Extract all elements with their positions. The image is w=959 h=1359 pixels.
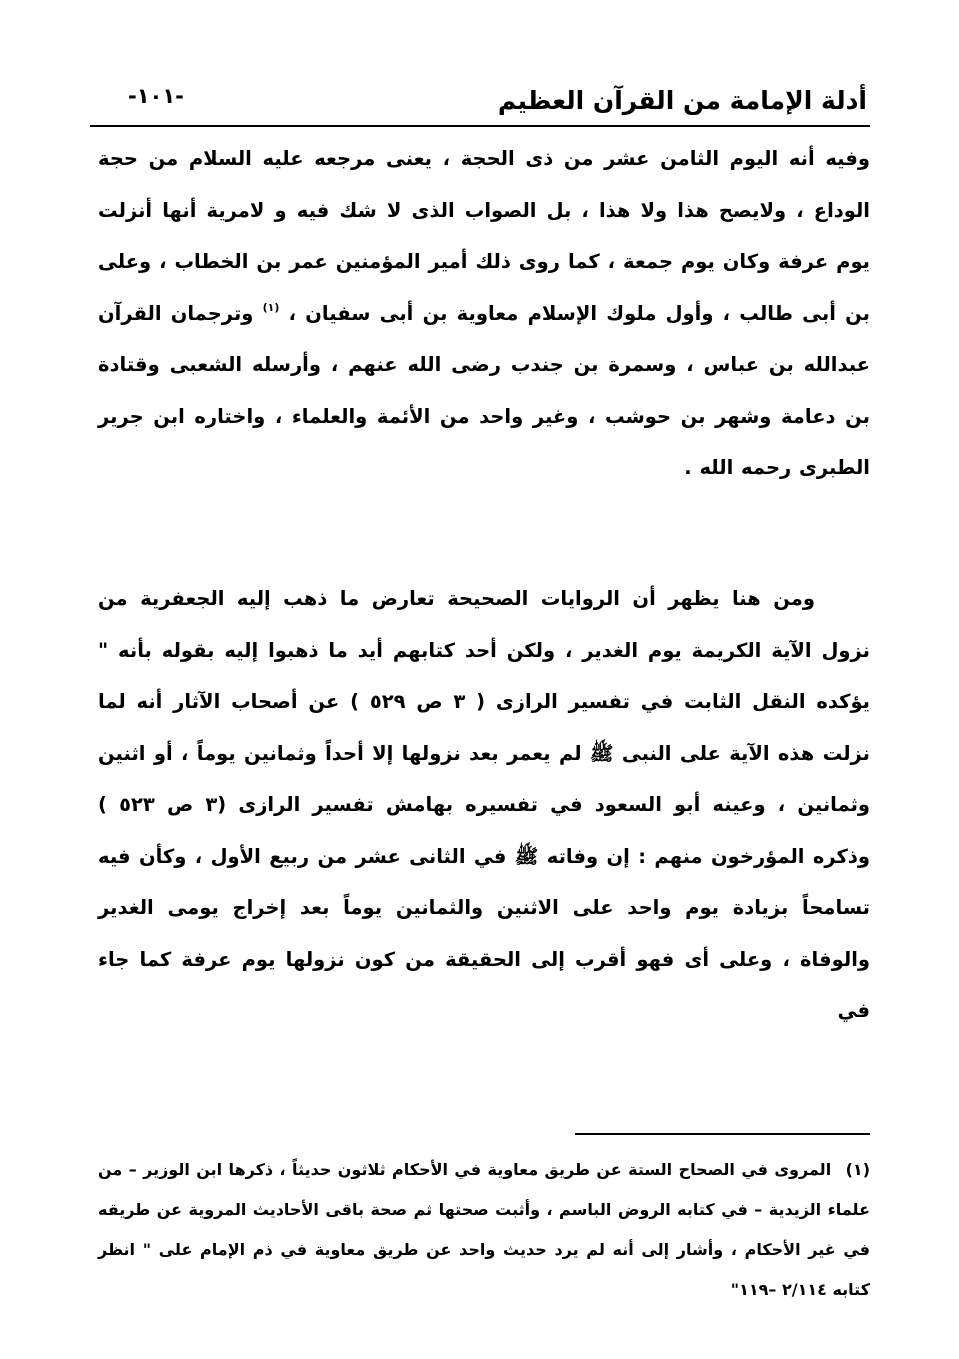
running-header-title: أدلة الإمامة من القرآن العظيم: [497, 86, 867, 115]
body-paragraph-2: ومن هنا يظهر أن الروايات الصحيحة تعارض ما ذهب إليه الجعفرية من نزول الآية الكريمة يوم الغدير ، ولكن أحد كتابهم أيد ما ذهبوا إليه بقوله بأنه " يؤكده النقل الثابت في تفسير الرازى ( ٣ ص ٥٢٩ ) عن أصحاب الآثار أنه لما نزلت هذه الآية على النبى ﷺ لم يعمر بعد نزولها إلا أحداً وثمانين يوماً ، أو اثنين وثمانين ، وعينه أبو السعود في تفسيره بهامش تفسير الرازى (٣ ص ٥٢٣ ) وذكره المؤرخون منهم : إن وفاته ﷺ في الثانى عشر من ربيع الأول ، وكأن فيه تسامحاً بزيادة يوم واحد على الاثنين والثمانين يوماً بعد إخراج يومى الغدير والوفاة ، وعلى أى فهو أقرب إلى الحقيقة من كون نزولها يوم عرفة كما جاء في: [98, 587, 871, 1022]
footnote-marker: (١): [845, 1160, 870, 1179]
footnote-divider: [575, 1133, 870, 1135]
body-paragraph-1: [98, 133, 870, 494]
footnote-text: المروى في الصحاح الستة عن طريق معاوية في الأحكام ثلاثون حديثاً ، ذكرها ابن الوزير – من علماء الزيدية – في كتابه الروض الباسم ، وأثبت صحتها ثم صحة باقى الأحاديث المروية عن طريقه في غير الأحكام ، وأشار إلى أنه لم يرد حديث واحد عن طريق معاوية في ذم الإمام على " انظر كتابه ٢/١١٤ –١١٩": [98, 1160, 870, 1299]
footnote-1: [98, 1150, 870, 1310]
footnote-reference: (١): [262, 300, 280, 314]
paragraph-1-text-after-note: وترجمان القرآن عبدالله بن عباس ، وسمرة بن جندب رضى الله عنهم ، وأرسله الشعبى وقتادة بن دعامة وشهر بن حوشب ، وغير واحد من الأئمة والعلماء ، واختاره ابن جرير الطبرى رحمه الله .: [98, 301, 870, 479]
page-number: -١٠١-: [128, 84, 184, 108]
header-divider: [90, 125, 870, 127]
paragraph-1-text-before-note: وفيه أنه اليوم الثامن عشر من ذى الحجة ، يعنى مرجعه عليه السلام من حجة الوداع ، ولايصح هذا ولا هذا ، بل الصواب الذى لا شك فيه و لامرية أنها أنزلت يوم عرفة وكان يوم جمعة ، كما روى ذلك أمير المؤمنين عمر بن الخطاب ، وعلى بن أبى طالب ، وأول ملوك الإسلام معاوية بن أبى سفيان ،: [98, 147, 871, 325]
